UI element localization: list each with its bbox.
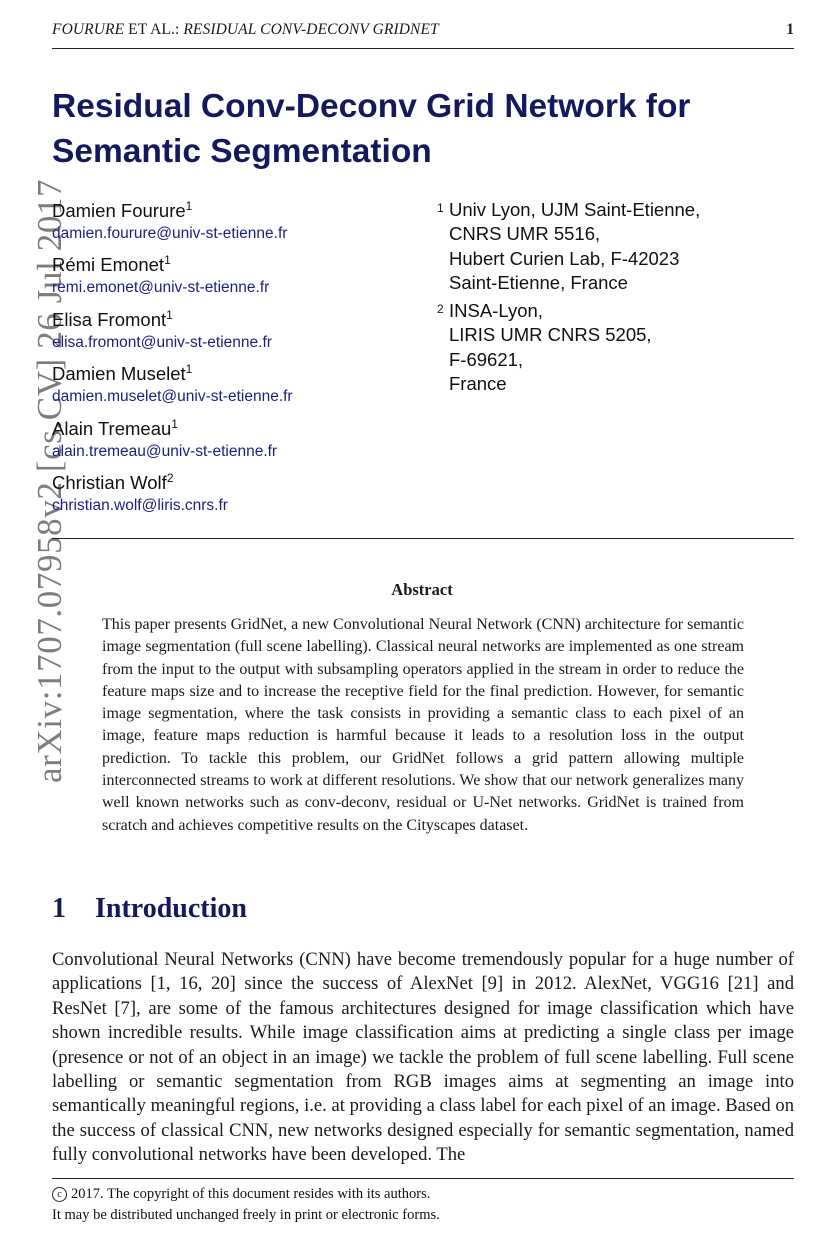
author-affil-mark: 1 xyxy=(166,307,173,322)
affiliation-entry xyxy=(437,299,797,396)
section-body-text: Convolutional Neural Networks (CNN) have become tremendously popular for a huge number of applications [1, 16, 20] since the success of AlexNet [9] in 2012. AlexNet, VGG16 [21] and ResNet [7], are some of the famous architectures designed for image classification which have shown incredible results. While image classification aims at predicting a single class per image (presence or not of an object in an image) we tackle the problem of full scene labelling. Full scene labelling or semantic segmentation from RGB images aims at segmenting an image into semantically meaningful regions, i.e. at providing a class label for each pixel of an image. Based on the success of classical CNN, new networks designed especially for semantic segmentation, named fully convolutional networks have been developed. The xyxy=(52,949,794,1166)
affiliation-line: Saint-Etienne, France xyxy=(449,271,628,293)
author-email-link[interactable]: damien.muselet@univ-st-etienne.fr xyxy=(52,388,293,406)
author-email-link[interactable]: christian.wolf@liris.cnrs.fr xyxy=(52,496,228,514)
abstract-heading: Abstract xyxy=(391,580,453,599)
arxiv-stamp: arXiv:1707.07958v2 [cs.CV] 26 Jul 2017 xyxy=(30,178,69,783)
copyright-footer xyxy=(52,1184,440,1226)
affiliation-line: LIRIS UMR CNRS 5205, xyxy=(449,324,652,346)
author-entry xyxy=(52,252,412,306)
affiliation-line: Univ Lyon, UJM Saint-Etienne, xyxy=(449,199,701,220)
affiliation-mark: 1 xyxy=(437,201,444,215)
author-affil-mark: 1 xyxy=(171,416,178,431)
affiliation-list xyxy=(437,198,797,400)
affiliation-line: CNRS UMR 5516, xyxy=(449,223,601,245)
author-name: Damien Fourure$^1$ xyxy=(52,199,193,221)
author-email-link[interactable]: damien.fourure@univ-st-etienne.fr xyxy=(52,225,288,242)
affiliation-entry xyxy=(437,198,797,295)
title-line-1: Residual Conv-Deconv Grid Network for xyxy=(52,88,691,125)
abstract-text: This paper presents GridNet, a new Convolutional Neural Network (CNN) architecture for semantic image segmentation (full scene labelling). Classical neural networks are implemented as one stream from the input to the output with subsampling operators applied in the stream in order to reduce the feature maps size and to increase the receptive field for the final prediction. However, for semantic image segmentation, where the task consists in providing a semantic class to each pixel of an image, feature maps reduction is harmful because it leads to a resolution loss in the output prediction. To tackle this problem, our GridNet follows a grid pattern allowing multiple interconnected streams to work at different resolutions. We show that our network generalizes many well known networks such as conv-deconv, residual or U-Net networks. GridNet is trained from scratch and achieves competitive results on the Cityscapes dataset. xyxy=(102,616,744,834)
author-email-link[interactable]: remi.emonet@univ-st-etienne.fr xyxy=(52,279,270,297)
running-header xyxy=(52,21,439,39)
header-running-title: RESIDUAL CONV-DECONV GRIDNET xyxy=(183,21,439,38)
header-et-al: ET AL.: xyxy=(124,21,184,38)
header-rule xyxy=(52,48,794,49)
affiliation-line: F-69621, xyxy=(449,348,524,370)
author-affil-mark: 1 xyxy=(164,253,171,268)
author-name: Rémi Emonet$^1$ xyxy=(52,253,171,276)
copyright-line-1: c 2017. The copyright of this document resides with its authors. xyxy=(52,1184,440,1205)
author-email-link[interactable]: elisa.fromont@univ-st-etienne.fr xyxy=(52,333,272,351)
author-entry xyxy=(52,361,412,415)
author-name: Alain Tremeau$^1$ xyxy=(52,416,178,439)
author-name: Damien Muselet$^1$ xyxy=(52,362,193,385)
title-block-rule xyxy=(52,538,794,539)
paper-title xyxy=(52,84,792,174)
author-affil-mark: 2 xyxy=(166,470,174,485)
author-entry xyxy=(52,307,412,361)
section-heading xyxy=(52,893,247,925)
author-email-link[interactable]: alain.tremeau@univ-st-etienne.fr xyxy=(52,442,278,460)
author-affil-mark: 1 xyxy=(185,199,193,213)
author-name: Elisa Fromont$^1$ xyxy=(52,307,173,330)
section-number: 1 xyxy=(52,893,66,924)
affiliation-line: INSA-Lyon, xyxy=(449,300,543,322)
author-entry xyxy=(52,416,412,470)
author-affil-mark: 1 xyxy=(185,362,193,377)
affiliation-line: France xyxy=(449,373,507,395)
copyright-icon: c xyxy=(52,1187,67,1202)
affiliation-line: Hubert Curien Lab, F-42023 xyxy=(449,247,680,269)
title-line-2: Semantic Segmentation xyxy=(52,133,432,170)
copyright-line-2: It may be distributed unchanged freely in print or electronic forms. xyxy=(52,1207,440,1223)
author-list xyxy=(52,198,412,524)
header-authors: FOURURE xyxy=(52,21,125,38)
footer-rule xyxy=(52,1178,794,1179)
author-name: Christian Wolf$^2$ xyxy=(52,470,174,493)
author-entry xyxy=(52,470,412,524)
author-entry xyxy=(52,198,412,252)
page-number: 1 xyxy=(786,21,794,38)
section-title: Introduction xyxy=(95,893,247,924)
affiliation-mark: 2 xyxy=(437,302,444,317)
